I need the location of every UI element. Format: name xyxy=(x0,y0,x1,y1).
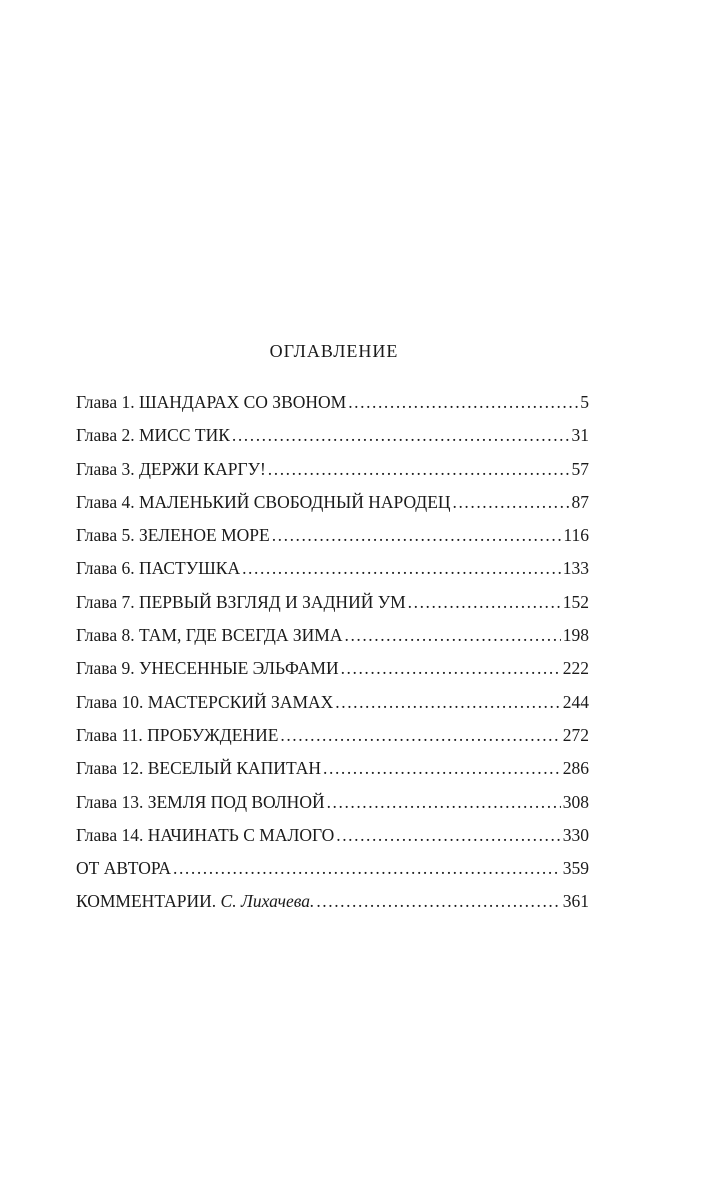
toc-dot-leader xyxy=(242,558,561,579)
toc-dot-leader xyxy=(453,492,570,513)
toc-entry xyxy=(76,792,589,825)
toc-dot-leader xyxy=(173,858,561,879)
toc-entry-title-text: Глава 12. ВЕСЕЛЫЙ КАПИТАН xyxy=(76,758,322,779)
toc-entry xyxy=(76,658,589,691)
toc-entry xyxy=(76,625,589,658)
toc-dot-leader xyxy=(327,792,561,813)
toc-entry-page-number: 5 xyxy=(580,392,589,412)
toc-entry-title-text: ОТ АВТОРА xyxy=(76,858,172,879)
toc-entry-title-text: Глава 10. МАСТЕРСКИЙ ЗАМАХ xyxy=(76,691,334,712)
toc-entry-title xyxy=(76,725,278,746)
toc-entry-page-number: 57 xyxy=(571,458,589,479)
toc-entry-title-text: Глава 5. ЗЕЛЕНОЕ МОРЕ xyxy=(76,525,270,546)
toc-dot-leader xyxy=(336,825,560,846)
table-of-contents xyxy=(76,392,589,925)
toc-entry-page-number: 87 xyxy=(571,491,589,512)
toc-entry-title-text: Глава 1. ШАНДАРАХ СО ЗВОНОМ xyxy=(76,392,347,412)
toc-entry-title-text: Глава 11. ПРОБУЖДЕНИЕ xyxy=(76,724,279,745)
toc-dot-leader xyxy=(232,425,570,446)
toc-dot-leader xyxy=(280,725,560,746)
toc-entry xyxy=(76,825,589,858)
toc-entry-title xyxy=(76,459,266,480)
toc-entry xyxy=(76,758,589,791)
toc-entry-page-number: 133 xyxy=(562,558,589,579)
toc-entry xyxy=(76,891,589,924)
toc-dot-leader xyxy=(408,592,561,613)
toc-entry-title xyxy=(76,592,406,613)
toc-entry xyxy=(76,392,589,425)
toc-entry-title xyxy=(76,492,451,513)
toc-entry-page-number: 359 xyxy=(562,858,589,879)
toc-entry-title xyxy=(76,525,270,546)
toc-entry-page-number: 308 xyxy=(562,791,589,812)
toc-entry xyxy=(76,558,589,591)
toc-entry-title-text: Глава 3. ДЕРЖИ КАРГУ! xyxy=(76,458,266,479)
toc-entry-page-number: 361 xyxy=(562,891,589,912)
toc-dot-leader xyxy=(323,758,561,779)
toc-entry-author: С. Лихачева. xyxy=(220,891,315,912)
toc-entry-title-text: Глава 8. ТАМ, ГДЕ ВСЕГДА ЗИМА xyxy=(76,625,343,646)
toc-entry-page-number: 286 xyxy=(562,758,589,779)
toc-entry-title-text: Глава 7. ПЕРВЫЙ ВЗГЛЯД И ЗАДНИЙ УМ xyxy=(76,591,406,612)
toc-dot-leader xyxy=(335,692,560,713)
toc-entry-page-number: 116 xyxy=(563,525,589,546)
toc-entry-title xyxy=(76,692,333,713)
toc-entry-title xyxy=(76,558,240,579)
toc-entry-title xyxy=(76,625,343,646)
toc-entry xyxy=(76,725,589,758)
toc-entry xyxy=(76,492,589,525)
toc-entry xyxy=(76,459,589,492)
toc-entry-title xyxy=(76,891,314,912)
toc-entry-title xyxy=(76,825,334,846)
toc-entry-page-number: 198 xyxy=(562,625,589,646)
toc-entry xyxy=(76,858,589,891)
toc-entry-title-text: КОММЕНТАРИИ. xyxy=(76,891,217,912)
toc-dot-leader xyxy=(268,459,570,480)
toc-entry xyxy=(76,425,589,458)
toc-entry-title xyxy=(76,658,339,679)
toc-entry-title xyxy=(76,858,171,879)
toc-entry-page-number: 272 xyxy=(562,724,589,745)
toc-entry-title-text: Глава 9. УНЕСЕННЫЕ ЭЛЬФАМИ xyxy=(76,658,339,679)
toc-entry-page-number: 222 xyxy=(562,658,589,679)
toc-entry-title xyxy=(76,392,346,413)
toc-entry-page-number: 31 xyxy=(571,425,589,446)
toc-entry-page-number: 244 xyxy=(562,691,589,712)
toc-dot-leader xyxy=(345,625,561,646)
toc-dot-leader xyxy=(316,891,560,912)
toc-entry-title-text: Глава 13. ЗЕМЛЯ ПОД ВОЛНОЙ xyxy=(76,791,325,812)
toc-entry-title xyxy=(76,425,230,446)
toc-entry-title-text: Глава 4. МАЛЕНЬКИЙ СВОБОДНЫЙ НАРОДЕЦ xyxy=(76,491,451,512)
toc-dot-leader xyxy=(272,525,562,546)
toc-entry-title-text: Глава 6. ПАСТУШКА xyxy=(76,558,241,579)
toc-entry xyxy=(76,592,589,625)
toc-entry xyxy=(76,692,589,725)
toc-entry xyxy=(76,525,589,558)
toc-entry-title-text: Глава 14. НАЧИНАТЬ С МАЛОГО xyxy=(76,824,335,845)
toc-entry-title xyxy=(76,792,325,813)
toc-entry-title xyxy=(76,758,321,779)
toc-entry-page-number: 330 xyxy=(562,824,589,845)
toc-heading: ОГЛАВЛЕНИЕ xyxy=(269,341,399,361)
toc-dot-leader xyxy=(348,392,578,413)
toc-entry-page-number: 152 xyxy=(562,591,589,612)
toc-entry-title-text: Глава 2. МИСС ТИК xyxy=(76,425,230,446)
toc-dot-leader xyxy=(341,658,561,679)
